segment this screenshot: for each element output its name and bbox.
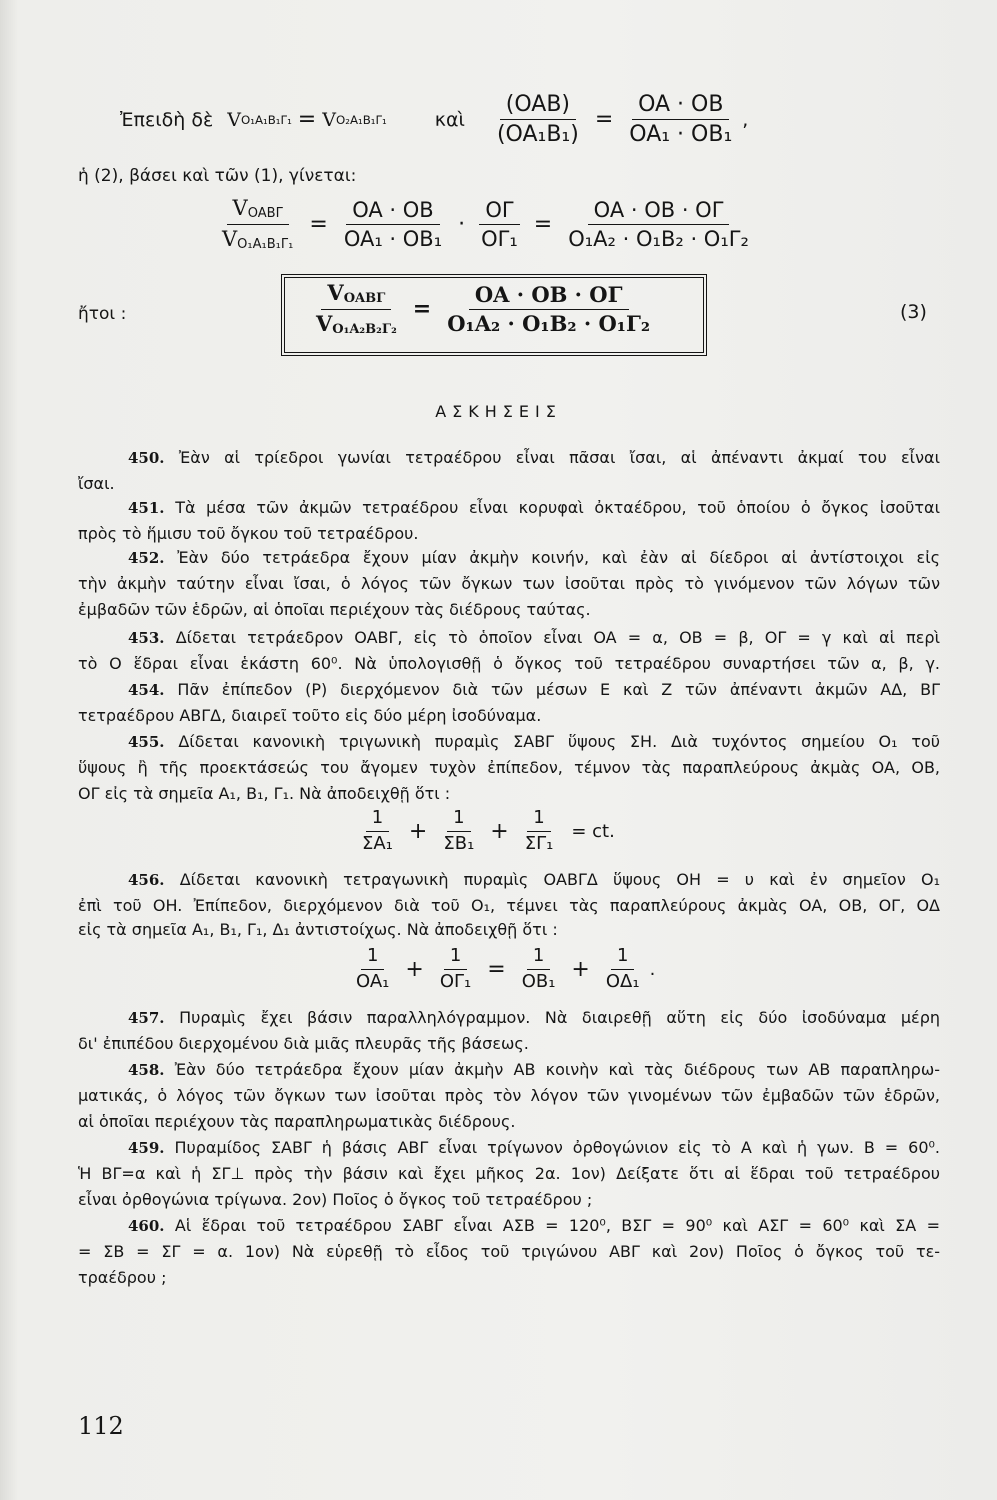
equals-sign: = (487, 956, 506, 982)
denominator: O₁A₂ · O₁B₂ · O₁Γ₂ (568, 226, 749, 251)
denominator: OΓ₁ (439, 970, 472, 992)
volume-subscript: O₂A₁B₁Γ₁ (335, 112, 387, 127)
exercise-text: Πᾶν ἐπίπεδον (P) διερχόμενον διὰ τῶν μέσων E καὶ Z τῶν ἀπέναντι ἀκμῶν ΑΔ, ΒΓ (177, 680, 941, 699)
volume-ratio (216, 196, 299, 253)
exercise-number: 459. (128, 1139, 165, 1157)
volume-subscript: OABΓ (343, 290, 386, 306)
equals-sign: = (412, 296, 432, 323)
period: . (649, 958, 656, 980)
boxed-formula (281, 274, 707, 356)
exercise-454-line-1 (128, 678, 940, 702)
exercise-number: 450. (128, 449, 165, 467)
fraction (338, 198, 448, 251)
denominator: ΣA₁ (362, 832, 393, 854)
page-number: 112 (78, 1412, 124, 1440)
plus-sign: + (405, 956, 424, 982)
numerator: OA · OB · OΓ (469, 283, 629, 310)
exercise-text: Δίδεται κανονικὴ τετραγωνικὴ πυραμὶς ΟΑΒΓΔ ὕψους OH = υ καὶ ἐν σημεῖον O₁ (179, 870, 940, 889)
exercise-number: 456. (128, 871, 165, 889)
exercise-460-line-1 (128, 1214, 940, 1238)
numerator (227, 196, 289, 225)
exercise-460-line-3: τραέδρου ; (78, 1268, 167, 1287)
volume-subscript: O₁A₁B₁Γ₁ (240, 112, 292, 127)
comma: , (742, 108, 749, 131)
exercise-number: 451. (128, 499, 165, 517)
fraction (623, 92, 738, 148)
exercise-text: Αἱ ἕδραι τοῦ τετραέδρου ΣΑΒΓ εἶναι ΑΣΒ = 120⁰, ΒΣΓ = 90⁰ καὶ ΑΣΓ = 60⁰ καὶ ΣΑ = (174, 1216, 940, 1235)
exercise-number: 452. (128, 549, 165, 567)
exercise-455-equation (352, 808, 615, 854)
numerator: 1 (527, 808, 550, 832)
fraction (475, 198, 524, 251)
denominator: ΣΓ₁ (524, 832, 554, 854)
exercise-text: Ἐὰν δύο τετράεδρα ἔχουν μίαν ἀκμὴν AB κοινὴν καὶ τὰς διέδρους των AB παραπληρω- (174, 1060, 940, 1079)
numerator: OA · OB (346, 198, 440, 225)
exercise-452-line-3: ἐμβαδῶν τῶν ἑδρῶν, αἱ ὁποῖαι περιέχουν τὰς διέδρους ταύτας. (78, 600, 591, 619)
exercise-450-line-1 (128, 446, 940, 470)
section-heading: ΑΣΚΗΣΕΙΣ (435, 402, 562, 421)
exercise-number: 460. (128, 1217, 165, 1235)
exercise-459-line-3: εἶναι ὀρθογώνια τρίγωνα. 2ον) Ποῖος ὁ ὄγκος τοῦ τετραέδρου ; (78, 1190, 593, 1209)
exercise-452-line-2: τὴν ἀκμὴν ταύτην εἶναι ἴσαι, ὁ λόγος τῶν ὄγκων των ἰσοῦται πρὸς τὸ γινόμενον τῶν λόγων τῶν (78, 574, 940, 593)
exercise-number: 453. (128, 629, 165, 647)
fraction (562, 198, 755, 251)
fraction (441, 283, 656, 336)
numerator: OA · OB · OΓ (588, 198, 730, 225)
numerator (321, 281, 391, 310)
denominator: OA₁ (356, 970, 390, 992)
volume-symbol: V (227, 108, 241, 131)
exercise-456-equation (346, 946, 655, 992)
volume-symbol: V (222, 226, 238, 251)
volume-subscript: O₁A₁B₁Γ₁ (237, 236, 294, 252)
exercise-text: Ἐὰν αἱ τρίεδροι γωνίαι τετραέδρου εἶναι πᾶσαι ἴσαι, αἱ ἀπέναντι ἀκμαί του εἶναι (178, 448, 940, 467)
denominator (216, 225, 299, 253)
volume-symbol: V (327, 280, 344, 305)
exercise-text: Πυραμὶς ἔχει βάσιν παραλληλόγραμμον. Νὰ διαιρεθῇ αὕτη εἰς δύο ἰσοδύναμα μέρη (179, 1008, 941, 1027)
denominator: OB₁ (521, 970, 556, 992)
denominator: O₁A₂ · O₁B₂ · O₁Γ₂ (447, 310, 651, 336)
exercise-455-line-1 (128, 730, 940, 754)
equals-sign: = (297, 107, 317, 133)
exercise-453-line-1 (128, 626, 940, 650)
numerator: (OAB) (500, 92, 576, 120)
equals-sign: = (594, 107, 614, 133)
volume-subscript: OABΓ (247, 205, 283, 221)
fraction (350, 946, 395, 992)
exercise-459-line-1 (128, 1136, 940, 1160)
intro-equation (120, 92, 748, 148)
exercise-456-line-1 (128, 868, 940, 892)
denominator: OΓ₁ (481, 226, 518, 251)
volume-symbol: V (232, 196, 248, 220)
exercise-450-line-2: ἴσαι. (78, 474, 115, 493)
fraction (516, 946, 562, 992)
numerator: 1 (361, 946, 384, 970)
volume-symbol: V (316, 310, 333, 336)
numerator: 1 (611, 946, 634, 970)
equation-label: (3) (900, 301, 927, 323)
fraction (437, 808, 480, 854)
denominator: ΣB₁ (443, 832, 475, 854)
numerator: 1 (444, 946, 467, 970)
fraction (356, 808, 399, 854)
exercise-460-line-2: = ΣΒ = ΣΓ = α. 1ον) Νὰ εὑρεθῇ τὸ εἶδος τοῦ τριγώνου ΑΒΓ καὶ 2ον) Ποῖος ὁ ὄγκος τοῦ τε- (78, 1242, 940, 1261)
denominator: (OA₁B₁) (496, 122, 579, 148)
denominator: OA₁ · OB₁ (629, 122, 733, 148)
exercise-number: 457. (128, 1009, 165, 1027)
volume-subscript: O₁A₂B₂Γ₂ (332, 321, 397, 337)
exercise-text: Πυραμίδος ΣΑΒΓ ἡ βάσις ΑΒΓ εἶναι τρίγωνον ὀρθογώνιον εἰς τὸ A καὶ ἡ γων. B = 60⁰. (174, 1138, 940, 1157)
exercise-457-line-1 (128, 1006, 940, 1030)
fraction (519, 808, 560, 854)
exercise-455-line-2: ὕψους ἢ τῆς προεκτάσεώς του ἄγομεν τυχὸν ἐπίπεδον, τέμνον τὰς παραπλεύρους ἀκμὰς OA, OB, (78, 758, 940, 777)
plus-sign: + (571, 956, 590, 982)
exercise-number: 454. (128, 681, 165, 699)
exercise-457-line-2: δι' ἐπιπέδου διερχομένου διὰ μιᾶς πλευρᾶς τῆς βάσεως. (78, 1034, 529, 1053)
exercise-451-line-2: πρὸς τὸ ἥμισυ τοῦ ὄγκου τοῦ τετραέδρου. (78, 524, 419, 543)
exercise-458-line-3: αἱ ὁποῖαι περιέχουν τὰς παραπληρωματικὰς διέδρους. (78, 1112, 516, 1131)
denominator: OΔ₁ (605, 970, 640, 992)
equals-sign: = (309, 211, 328, 237)
denominator (310, 310, 403, 338)
fraction (434, 946, 477, 992)
numerator: 1 (447, 808, 470, 832)
numerator: OA · OB (632, 92, 729, 120)
conjunction: καὶ (434, 108, 465, 131)
eq3-prefix: ἤτοι : (78, 304, 127, 324)
fraction (491, 92, 585, 148)
exercise-453-line-2: τὸ O ἕδραι εἶναι ἑκάστη 60⁰. Νὰ ὑπολογισθῇ ὁ ὄγκος τοῦ τετραέδρου συναρτήσει τῶν α, β, γ. (78, 654, 940, 673)
exercise-number: 455. (128, 733, 165, 751)
plus-sign: + (408, 818, 428, 844)
exercise-number: 458. (128, 1061, 165, 1079)
exercise-459-line-2: Ἡ ΒΓ=α καὶ ἡ ΣΓ⊥ πρὸς τὴν βάσιν καὶ ἔχει μῆκος 2α. 1ον) Δείξατε ὅτι αἱ ἕδραι τοῦ τετραέδρου (78, 1164, 940, 1183)
equation-2 (212, 196, 759, 253)
exercise-456-line-3: εἰς τὰ σημεῖα A₁, B₁, Γ₁, Δ₁ ἀντιστοίχως. Νὰ ἀποδειχθῇ ὅτι : (78, 920, 558, 939)
equation-rhs: = ct. (571, 820, 615, 842)
fraction (600, 946, 646, 992)
exercise-456-line-2: ἐπὶ τοῦ OH. Ἐπίπεδον, διερχόμενον διὰ τοῦ O₁, τέμνει τὰς παραπλεύρους ἀκμὰς OA, OB, OΓ, OΔ (78, 896, 940, 915)
exercise-455-line-3: OΓ εἰς τὰ σημεῖα A₁, B₁, Γ₁. Νὰ ἀποδειχθῇ ὅτι : (78, 784, 451, 803)
exercise-458-line-2: ματικάς, ὁ λόγος τῶν ὄγκων των ἰσοῦται πρὸς τὸν λόγον τῶν γινομένων τῶν ἐμβαδῶν τῶν ἑδρῶν, (78, 1086, 940, 1105)
exercise-text: Ἐὰν δύο τετράεδρα ἔχουν μίαν ἀκμὴν κοινήν, καὶ ἐὰν αἱ δίεδροι αἱ ἀντίστοιχοι εἰς (177, 548, 940, 567)
equals-sign: = (533, 211, 553, 237)
intro-line-2: ἡ (2), βάσει καὶ τῶν (1), γίνεται: (78, 166, 357, 186)
numerator: OΓ (479, 198, 519, 225)
exercise-text: Δίδεται τετράεδρον OABΓ, εἰς τὸ ὁποῖον εἶναι OA = α, OB = β, OΓ = γ καὶ αἱ περὶ (175, 628, 940, 647)
intro-prefix: Ἐπειδὴ δὲ (120, 108, 214, 131)
volume-symbol: V (322, 108, 336, 131)
volume-ratio (310, 281, 403, 338)
dot-operator: · (458, 211, 466, 237)
numerator: 1 (527, 946, 550, 970)
numerator: 1 (366, 808, 389, 832)
plus-sign: + (490, 818, 509, 844)
denominator: OA₁ · OB₁ (343, 226, 443, 251)
boxed-equation (306, 281, 660, 338)
exercise-text: Δίδεται κανονικὴ τριγωνικὴ πυραμὶς ΣΑΒΓ ὕψους ΣΗ. Διὰ τυχόντος σημείου O₁ τοῦ (178, 732, 940, 751)
exercise-452-line-1 (128, 546, 940, 570)
exercise-454-line-2: τετραέδρου ΑΒΓΔ, διαιρεῖ τοῦτο εἰς δύο μέρη ἰσοδύναμα. (78, 706, 542, 725)
exercise-458-line-1 (128, 1058, 940, 1082)
exercise-text: Τὰ μέσα τῶν ἀκμῶν τετραέδρου εἶναι κορυφαὶ ὀκταέδρου, τοῦ ὁποίου ὁ ὄγκος ἰσοῦται (175, 498, 940, 517)
exercise-451-line-1 (128, 496, 940, 520)
